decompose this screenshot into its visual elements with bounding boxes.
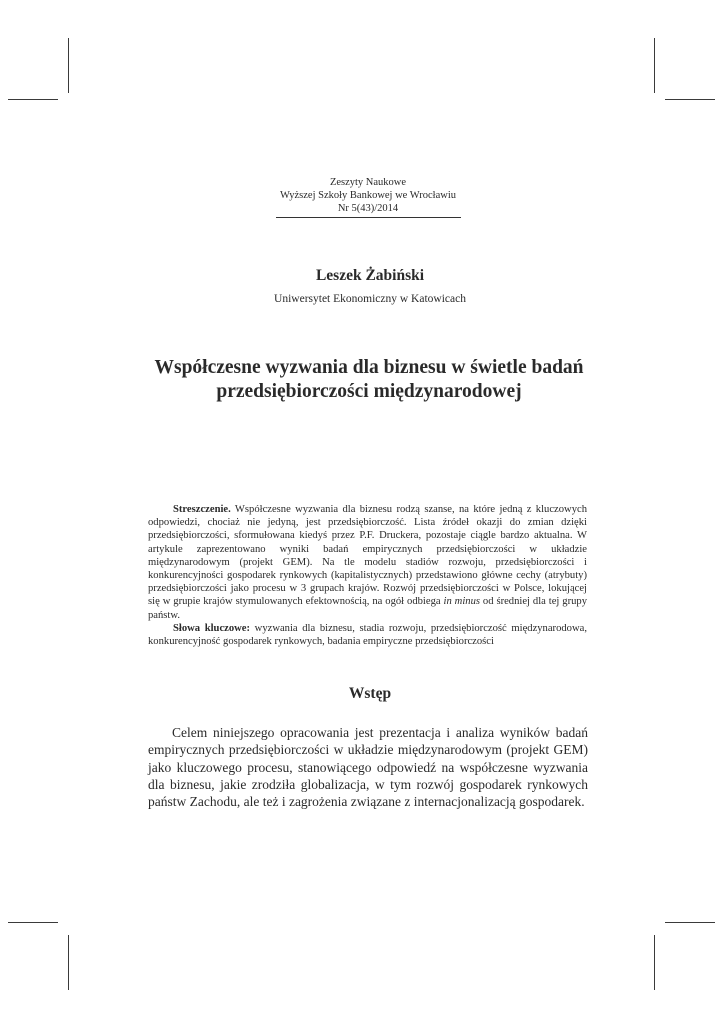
crop-mark (665, 922, 715, 923)
section-heading: Wstęp (348, 685, 392, 702)
keywords-text: wyzwania dla biznesu, stadia rozwoju, przedsiębiorczość międzynarodowa, konkurencyjność gospodarek rynkowych, badania empiryczne przedsiębiorczości (148, 623, 587, 648)
journal-publisher: Wyższej Szkoły Bankowej we Wrocławiu (279, 190, 457, 201)
crop-mark (665, 99, 715, 100)
author-name: Leszek Żabiński (315, 267, 425, 284)
crop-mark (8, 99, 58, 100)
abstract (148, 503, 587, 622)
journal-header (268, 176, 468, 215)
title-line-2: przedsiębiorczości międzynarodowej (216, 381, 522, 402)
abstract-text: Współczesne wyzwania dla biznesu rodzą szanse, na które jedną z kluczowych odpowiedzi, chociaż nie jedyną, jest przedsiębiorczość. Lista źródeł okazji do zmian dzięki przedsiębiorczości, sformułowana kiedyś przez P.F. Druckera, pozostaje ciągle bardzo aktualna. W artykule zaprezentowano wyniki badań empirycznych przedsiębiorczości w układzie międzynarodowym (projekt GEM). Na tle modelu stadiów rozwoju, przedsiębiorczości i konkurencyjności gospodarek rynkowych (kapitalistycznych) przedstawiono główne cechy (atrybuty) przedsiębiorczości jako procesu w 3 grupach krajów. Rozwój przedsiębiorczości w Polsce, lokującej się w grupie krajów stymulowanych efektownością, na ogół odbiega (148, 504, 587, 608)
intro-paragraph: Celem niniejszego opracowania jest prezentacja i analiza wyników badań empirycznych przedsiębiorczości w układzie międzynarodowym (projekt GEM) jako kluczowego procesu, stanowiącego odpowiedź na współczesne wyzwania dla biznesu, jakie zrodziła globalizacja, w tym rozwój gospodarek rynkowych państw Zachodu, ale też i zagrożenia związane z internacjonalizacją gospodarek. (148, 725, 588, 810)
crop-mark (68, 935, 69, 990)
crop-mark (654, 38, 655, 93)
abstract-italic: in minus (443, 596, 480, 608)
abstract-text-end: od średniej dla tej grupy państw. (148, 596, 587, 621)
title-line-1: Współczesne wyzwania dla biznesu w świetle badań (154, 357, 584, 378)
journal-issue: Nr 5(43)/2014 (337, 203, 399, 214)
keywords-label: Słowa kluczowe: (173, 623, 251, 634)
paper-title (134, 356, 604, 404)
crop-mark (654, 935, 655, 990)
journal-name: Zeszyty Naukowe (329, 177, 407, 188)
header-rule (276, 217, 461, 218)
abstract-label: Streszczenie. (173, 504, 231, 515)
keywords (148, 622, 587, 648)
crop-mark (68, 38, 69, 93)
author-affiliation: Uniwersytet Ekonomiczny w Katowicach (274, 293, 466, 305)
crop-mark (8, 922, 58, 923)
